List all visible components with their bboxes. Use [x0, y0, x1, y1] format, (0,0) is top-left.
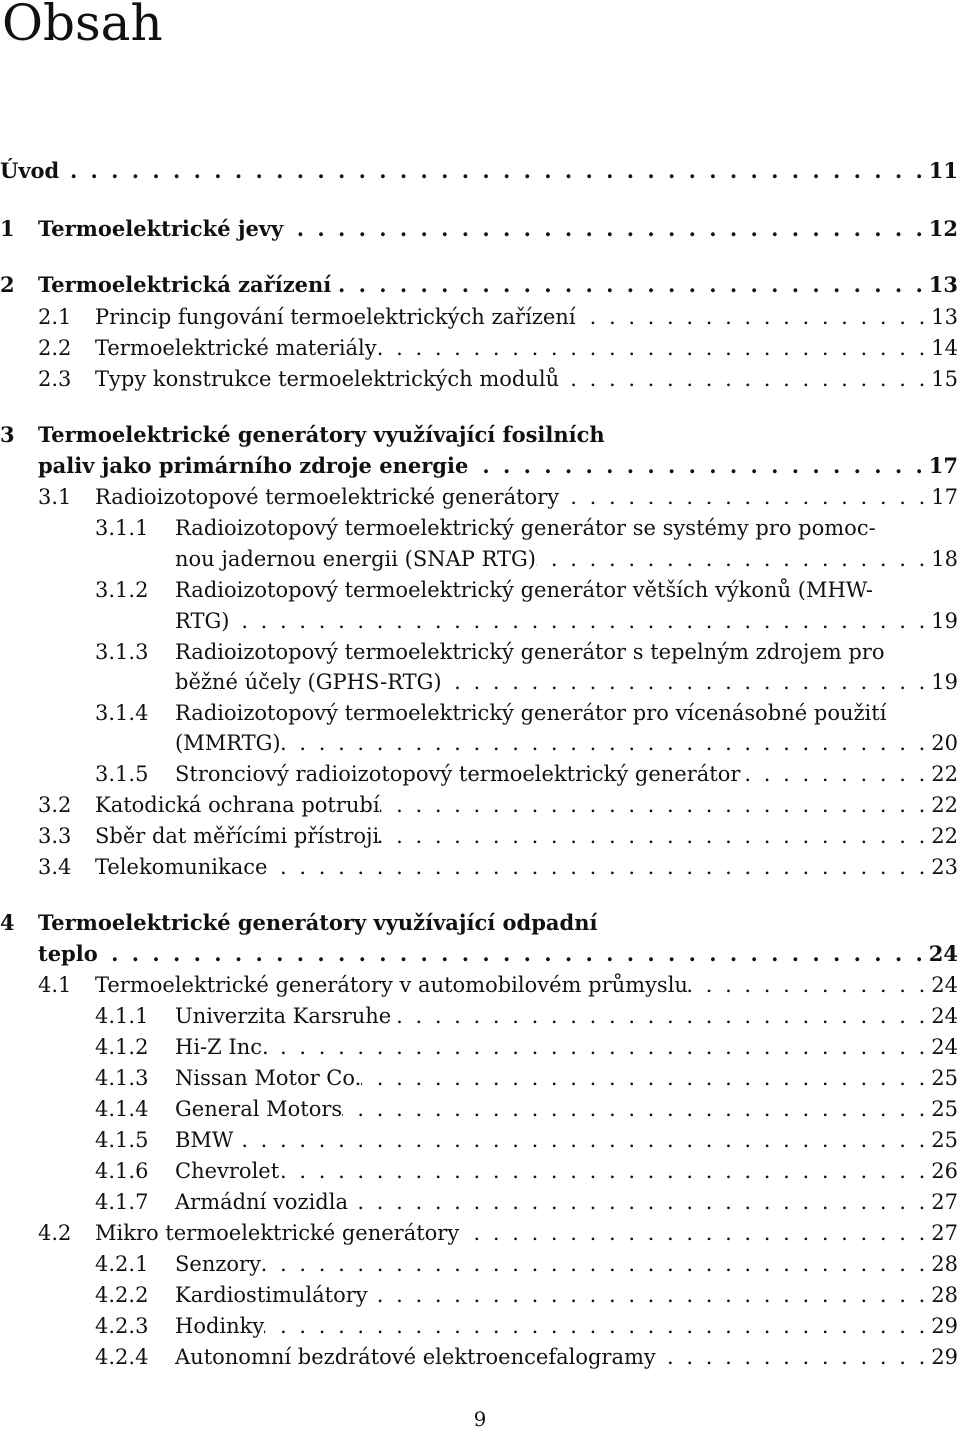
toc-page-number: 24 — [931, 973, 958, 997]
toc-entry-number: 4.2.4 — [95, 1345, 149, 1369]
dot-leader — [264, 1311, 931, 1341]
toc-page-number: 17 — [931, 485, 958, 509]
toc-entry-subsection-4-1-3[interactable] — [95, 1063, 958, 1093]
toc-entry-number: 3.1.5 — [95, 762, 149, 786]
toc-entry-title: General Motors — [175, 1097, 343, 1121]
toc-entry-title-continued: RTG) — [175, 609, 230, 633]
toc-entry-title-continued: paliv jako primárního zdroje energie — [38, 453, 469, 478]
toc-entry-number: 4.1.5 — [95, 1128, 149, 1152]
toc-entry-subsection-4-2-2[interactable] — [95, 1280, 958, 1310]
toc-entry-title: Radioizotopový termoelektrický generátor se systémy pro pomoc- — [175, 516, 876, 540]
dot-leader — [740, 759, 931, 789]
toc-entry-number: 3.1.2 — [95, 578, 149, 602]
toc-page-number: 14 — [931, 336, 958, 360]
dot-leader — [98, 939, 929, 969]
toc-entry-title-continued: (MMRTG) — [175, 731, 281, 755]
toc-entry-title: Termoelektrické generátory v automobilovém průmyslu — [95, 973, 688, 997]
toc-page-number: 11 — [928, 158, 958, 183]
toc-entry-section-2-2[interactable] — [38, 333, 958, 363]
toc-entry-number: 4.2.2 — [95, 1283, 149, 1307]
toc-entry-subsection-4-2-4[interactable] — [95, 1342, 958, 1372]
toc-entry-title: Radioizotopový termoelektrický generátor s tepelným zdrojem pro — [175, 640, 885, 664]
toc-entry-number: 3.4 — [38, 855, 72, 879]
toc-entry-title: Chevrolet — [175, 1159, 280, 1183]
toc-page-number: 18 — [931, 547, 958, 571]
toc-entry-chapter-4-line2[interactable] — [38, 939, 958, 969]
toc-page-number: 28 — [931, 1283, 958, 1307]
toc-entry-number: 3.1.1 — [95, 516, 149, 540]
toc-entry-number: 4.2 — [38, 1221, 72, 1245]
toc-page-number: 22 — [931, 824, 958, 848]
toc-entry-subsection-3-1-3-line1[interactable] — [95, 637, 960, 667]
toc-page-number: 24 — [928, 941, 958, 966]
toc-page-number: 19 — [931, 670, 958, 694]
toc-entry-number: 3 — [0, 422, 15, 447]
toc-entry-subsection-4-1-5[interactable] — [95, 1125, 958, 1155]
dot-leader — [391, 1001, 931, 1031]
toc-entry-title: BMW — [175, 1128, 234, 1152]
toc-entry-section-2-1[interactable] — [38, 302, 958, 332]
toc-entry-number: 3.2 — [38, 793, 72, 817]
dot-leader — [380, 790, 932, 820]
toc-page-number: 25 — [931, 1128, 958, 1152]
toc-page-number: 24 — [931, 1004, 958, 1028]
toc-page-number: 13 — [928, 272, 958, 297]
toc-entry-number: 4.2.3 — [95, 1314, 149, 1338]
toc-entry-chapter-3-line2[interactable] — [38, 451, 958, 481]
toc-page-number: 29 — [931, 1345, 958, 1369]
dot-leader — [342, 1094, 931, 1124]
toc-entry-number: 2.3 — [38, 367, 72, 391]
toc-entry-section-4-1[interactable] — [38, 970, 958, 1000]
dot-leader — [361, 1063, 931, 1093]
toc-page-number: 15 — [931, 367, 958, 391]
toc-entry-number: 4.2.1 — [95, 1252, 149, 1276]
toc-entry-title: Termoelektrické generátory využívající odpadní — [38, 910, 598, 935]
toc-page-number: 25 — [931, 1097, 958, 1121]
toc-entry-subsection-3-1-5[interactable] — [95, 759, 958, 789]
toc-page-number: 12 — [928, 216, 958, 241]
toc-entry-title: Stronciový radioizotopový termoelektrický generátor — [175, 762, 741, 786]
toc-page-number: 13 — [931, 305, 958, 329]
toc-entry-title: Autonomní bezdrátové elektroencefalogramy — [175, 1345, 656, 1369]
toc-page-number: 20 — [931, 731, 958, 755]
dot-leader — [688, 970, 931, 1000]
toc-entry-uvod[interactable] — [0, 156, 958, 186]
toc-page-number: 27 — [931, 1221, 958, 1245]
toc-entry-chapter-3-line1[interactable] — [0, 420, 958, 450]
toc-entry-title: Senzory — [175, 1252, 261, 1276]
toc-entry-title: Radioizotopové termoelektrické generátory — [95, 485, 560, 509]
toc-page-number: 24 — [931, 1035, 958, 1059]
toc-entry-subsection-3-1-3-line2[interactable] — [175, 667, 958, 697]
toc-entry-title: Radioizotopový termoelektrický generátor větších výkonů (MHW- — [175, 578, 873, 602]
toc-entry-title: Termoelektrická zařízení — [38, 272, 332, 297]
toc-entry-number: 2 — [0, 272, 15, 297]
dot-leader — [559, 482, 931, 512]
toc-entry-title-continued: nou jadernou energii (SNAP RTG) — [175, 547, 536, 571]
dot-leader — [279, 1156, 931, 1186]
toc-entry-section-3-1[interactable] — [38, 482, 958, 512]
dot-leader — [261, 1249, 931, 1279]
toc-page-number: 22 — [931, 762, 958, 786]
toc-entry-title: Kardiostimulátory — [175, 1283, 368, 1307]
toc-page-number: 26 — [931, 1159, 958, 1183]
toc-entry-section-3-2[interactable] — [38, 790, 958, 820]
dot-leader — [468, 451, 928, 481]
dot-leader — [379, 821, 931, 851]
toc-entry-number: 4.1.1 — [95, 1004, 149, 1028]
toc-entry-title: Nissan Motor Co. — [175, 1066, 362, 1090]
dot-leader — [229, 606, 931, 636]
dot-leader — [331, 270, 929, 300]
toc-page-number: 23 — [931, 855, 958, 879]
toc-entry-number: 4 — [0, 910, 15, 935]
toc-entry-title: Hodinky — [175, 1314, 265, 1338]
toc-page-number: 25 — [931, 1066, 958, 1090]
toc-entry-subsection-4-1-7[interactable] — [95, 1187, 958, 1217]
toc-entry-number: 2.1 — [38, 305, 72, 329]
toc-entry-subsection-3-1-1-line1[interactable] — [95, 513, 960, 543]
toc-entry-subsection-4-1-4[interactable] — [95, 1094, 958, 1124]
toc-entry-subsection-4-2-3[interactable] — [95, 1311, 958, 1341]
toc-entry-title: Mikro termoelektrické generátory — [95, 1221, 460, 1245]
toc-entry-title: Katodická ochrana potrubí — [95, 793, 380, 817]
toc-entry-title: Univerzita Karsruhe — [175, 1004, 392, 1028]
toc-entry-title: Radioizotopový termoelektrický generátor pro vícenásobné použití — [175, 701, 887, 725]
toc-entry-section-2-3[interactable] — [38, 364, 958, 394]
toc-entry-chapter-2[interactable] — [0, 270, 958, 300]
toc-entry-title: Hi-Z Inc. — [175, 1035, 269, 1059]
page-title: Obsah — [2, 0, 163, 52]
dot-leader — [281, 728, 932, 758]
dot-leader — [267, 852, 931, 882]
toc-entry-section-3-4[interactable] — [38, 852, 958, 882]
toc-entry-number: 4.1.4 — [95, 1097, 149, 1121]
toc-page-number: 17 — [928, 453, 958, 478]
page-footer-number: 9 — [473, 1407, 487, 1431]
toc-entry-number: 1 — [0, 216, 15, 241]
toc-entry-number: 3.1.3 — [95, 640, 149, 664]
toc-entry-number: 4.1.6 — [95, 1159, 149, 1183]
toc-entry-number: 4.1.7 — [95, 1190, 149, 1214]
dot-leader — [656, 1342, 932, 1372]
dot-leader — [442, 667, 932, 697]
toc-entry-subsection-4-1-1[interactable] — [95, 1001, 958, 1031]
dot-leader — [459, 1218, 931, 1248]
toc-entry-number: 4.1 — [38, 973, 72, 997]
toc-entry-chapter-1[interactable] — [0, 214, 958, 244]
toc-entry-subsection-3-1-1-line2[interactable] — [175, 544, 958, 574]
toc-entry-subsection-3-1-2-line2[interactable] — [175, 606, 958, 636]
toc-entry-number: 2.2 — [38, 336, 72, 360]
dot-leader — [269, 1032, 932, 1062]
dot-leader — [234, 1125, 932, 1155]
toc-entry-subsection-4-2-1[interactable] — [95, 1249, 958, 1279]
toc-entry-title: Úvod — [0, 158, 60, 183]
toc-entry-number: 4.1.3 — [95, 1066, 149, 1090]
toc-entry-title: Termoelektrické materiály — [95, 336, 377, 360]
dot-leader — [368, 1280, 932, 1310]
toc-entry-title: Princip fungování termoelektrických zařízení — [95, 305, 576, 329]
toc-entry-title-continued: běžné účely (GPHS-RTG) — [175, 670, 442, 694]
toc-entry-title: Termoelektrické generátory využívající fosilních — [38, 422, 605, 447]
toc-entry-subsection-3-1-4-line2[interactable] — [175, 728, 958, 758]
toc-page-number: 19 — [931, 609, 958, 633]
toc-page-number: 27 — [931, 1190, 958, 1214]
toc-entry-title: Armádní vozidla — [175, 1190, 348, 1214]
toc-entry-section-3-3[interactable] — [38, 821, 958, 851]
toc-entry-chapter-4-line1[interactable] — [0, 908, 958, 938]
dot-leader — [377, 333, 932, 363]
toc-entry-title: Sběr dat měřícími přístroji — [95, 824, 380, 848]
toc-entry-title: Typy konstrukce termoelektrických modulů — [95, 367, 560, 391]
toc-entry-subsection-3-1-4-line1[interactable] — [95, 698, 960, 728]
toc-entry-title: Telekomunikace — [95, 855, 268, 879]
dot-leader — [576, 302, 932, 332]
toc-page-number: 28 — [931, 1252, 958, 1276]
toc-entry-number: 3.1 — [38, 485, 72, 509]
toc-page-number: 22 — [931, 793, 958, 817]
toc-entry-subsection-3-1-2-line1[interactable] — [95, 575, 960, 605]
dot-leader — [559, 364, 931, 394]
toc-entry-number: 3.1.4 — [95, 701, 149, 725]
toc-entry-subsection-4-1-2[interactable] — [95, 1032, 958, 1062]
toc-page-number: 29 — [931, 1314, 958, 1338]
toc-entry-title-continued: teplo — [38, 941, 98, 966]
dot-leader — [59, 156, 929, 186]
dot-leader — [348, 1187, 931, 1217]
dot-leader — [283, 214, 929, 244]
toc-entry-number: 3.3 — [38, 824, 72, 848]
dot-leader — [536, 544, 931, 574]
toc-entry-number: 4.1.2 — [95, 1035, 149, 1059]
toc-entry-section-4-2[interactable] — [38, 1218, 958, 1248]
toc-entry-title: Termoelektrické jevy — [38, 216, 284, 241]
toc-entry-subsection-4-1-6[interactable] — [95, 1156, 958, 1186]
